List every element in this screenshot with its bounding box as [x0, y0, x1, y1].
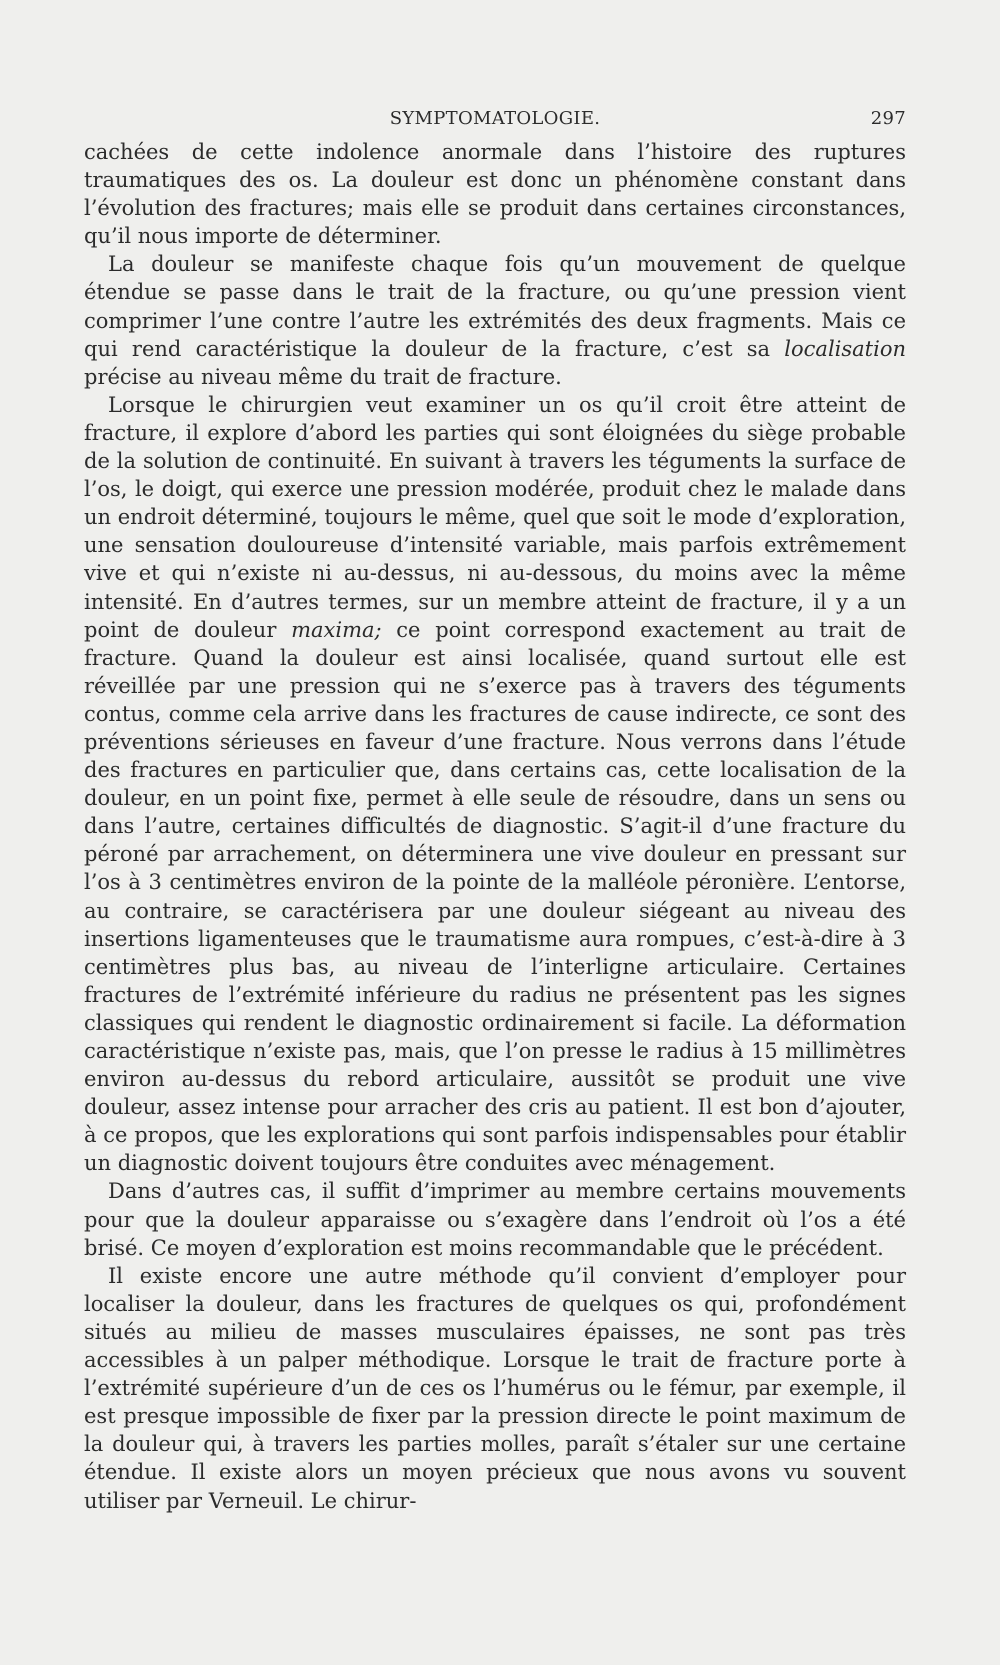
paragraph-mouvements: Dans d’autres cas, il suffit d’imprimer au membre certains mouvements pour que la douleur apparaisse ou s’exagère dans l’endroit où l’os a été brisé. Ce moyen d’exploration est moins recommandable que le précédent.: [84, 1179, 906, 1260]
paragraph-text: Lorsque le chirurgien veut examiner un os qu’il croit être atteint de fracture, il explore d’abord les parties qui sont éloignées du siège probable de la solution de continuité. En suivant à travers les téguments la surface de l’os, le doigt, qui exerce une pression modérée, produit chez le malade dans un endroit déterminé, toujours le même, quel que soit le mode d’exploration, une sensation douloureuse d’intensité variable, mais parfois extrêmement vive et qui n’existe ni au-dessus, ni au-dessous, du moins avec la même intensité. En d’autres termes, sur un membre atteint de fracture, il y a un point de douleur: [84, 392, 906, 642]
paragraph-examen-chirurgien: [84, 391, 906, 1178]
body-text: [84, 138, 906, 1515]
running-head: [84, 108, 906, 136]
paragraph-autre-methode: Il existe encore une autre méthode qu’il convient d’employer pour localiser la douleur, dans les fractures de quelques os qui, profondément situés au milieu de masses musculaires épaisses, ne sont pas très accessibles à un palper méthodique. Lorsque le trait de fracture porte à l’extrémité supérieure d’un de ces os l’humérus ou le fémur, par exemple, il est presque impossible de fixer par la pression directe le point maximum de la douleur qui, à travers les parties molles, paraît s’étaler sur une certaine étendue. Il existe alors un moyen précieux que nous avons vu souvent utiliser par Verneuil. Le chirur-: [84, 1263, 906, 1513]
emphasis-localisation: localisation: [784, 336, 906, 361]
page-number: 297: [870, 108, 906, 129]
paragraph-text: précise au niveau même du trait de fracture.: [84, 364, 562, 389]
emphasis-maxima: maxima;: [291, 617, 382, 642]
running-title: SYMPTOMATOLOGIE.: [389, 108, 601, 129]
paragraph-continuation: cachées de cette indolence anormale dans l’histoire des ruptures traumatiques des os. La douleur est donc un phénomène constant dans l’évolution des fractures; mais elle se produit dans certaines circonstances, qu’il nous importe de déterminer.: [84, 140, 906, 249]
paragraph-text: ce point correspond exactement au trait de fracture. Quand la douleur est ainsi localisée, quand surtout elle est réveillée par une pression qui ne s’exerce pas à travers des téguments contus, comme cela arrive dans les fractures de cause indirecte, ce sont des préventions sérieuses en faveur d’une fracture. Nous verrons dans l’étude des fractures en particulier que, dans certains cas, cette localisation de la douleur, en un point fixe, permet à elle seule de résoudre, dans un sens ou dans l’autre, certaines difficultés de diagnostic. S’agit-il d’une fracture du péroné par arrachement, on déterminera une vive douleur en pressant sur l’os à 3 centimètres environ de la pointe de la malléole péronière. L’entorse, au contraire, se caractérisera par une douleur siégeant au niveau des insertions ligamenteuses que le traumatisme aura rompues, c’est-à-dire à 3 centimètres plus bas, au niveau de l’interligne articulaire. Certaines fractures de l’extrémité inférieure du radius ne présentent pas les signes classiques qui rendent le diagnostic ordinairement si facile. La déformation caractéristique n’existe pas, mais, que l’on presse le radius à 15 millimètres environ au-dessus du rebord articulaire, aussitôt se produit une vive douleur, assez intense pour arracher des cris au patient. Il est bon d’ajouter, à ce propos, que les explorations qui sont parfois indispensables pour établir un diagnostic doivent toujours être conduites avec ménagement.: [84, 617, 907, 1176]
paragraph-text: La douleur se manifeste chaque fois qu’un mouvement de quelque étendue se passe dans le trait de la fracture, ou qu’une pression vient comprimer l’une contre l’autre les extrémités des deux fragments. Mais ce qui rend caractéristique la douleur de la fracture, c’est sa: [84, 252, 906, 361]
paragraph-douleur-localisation: [84, 250, 906, 390]
